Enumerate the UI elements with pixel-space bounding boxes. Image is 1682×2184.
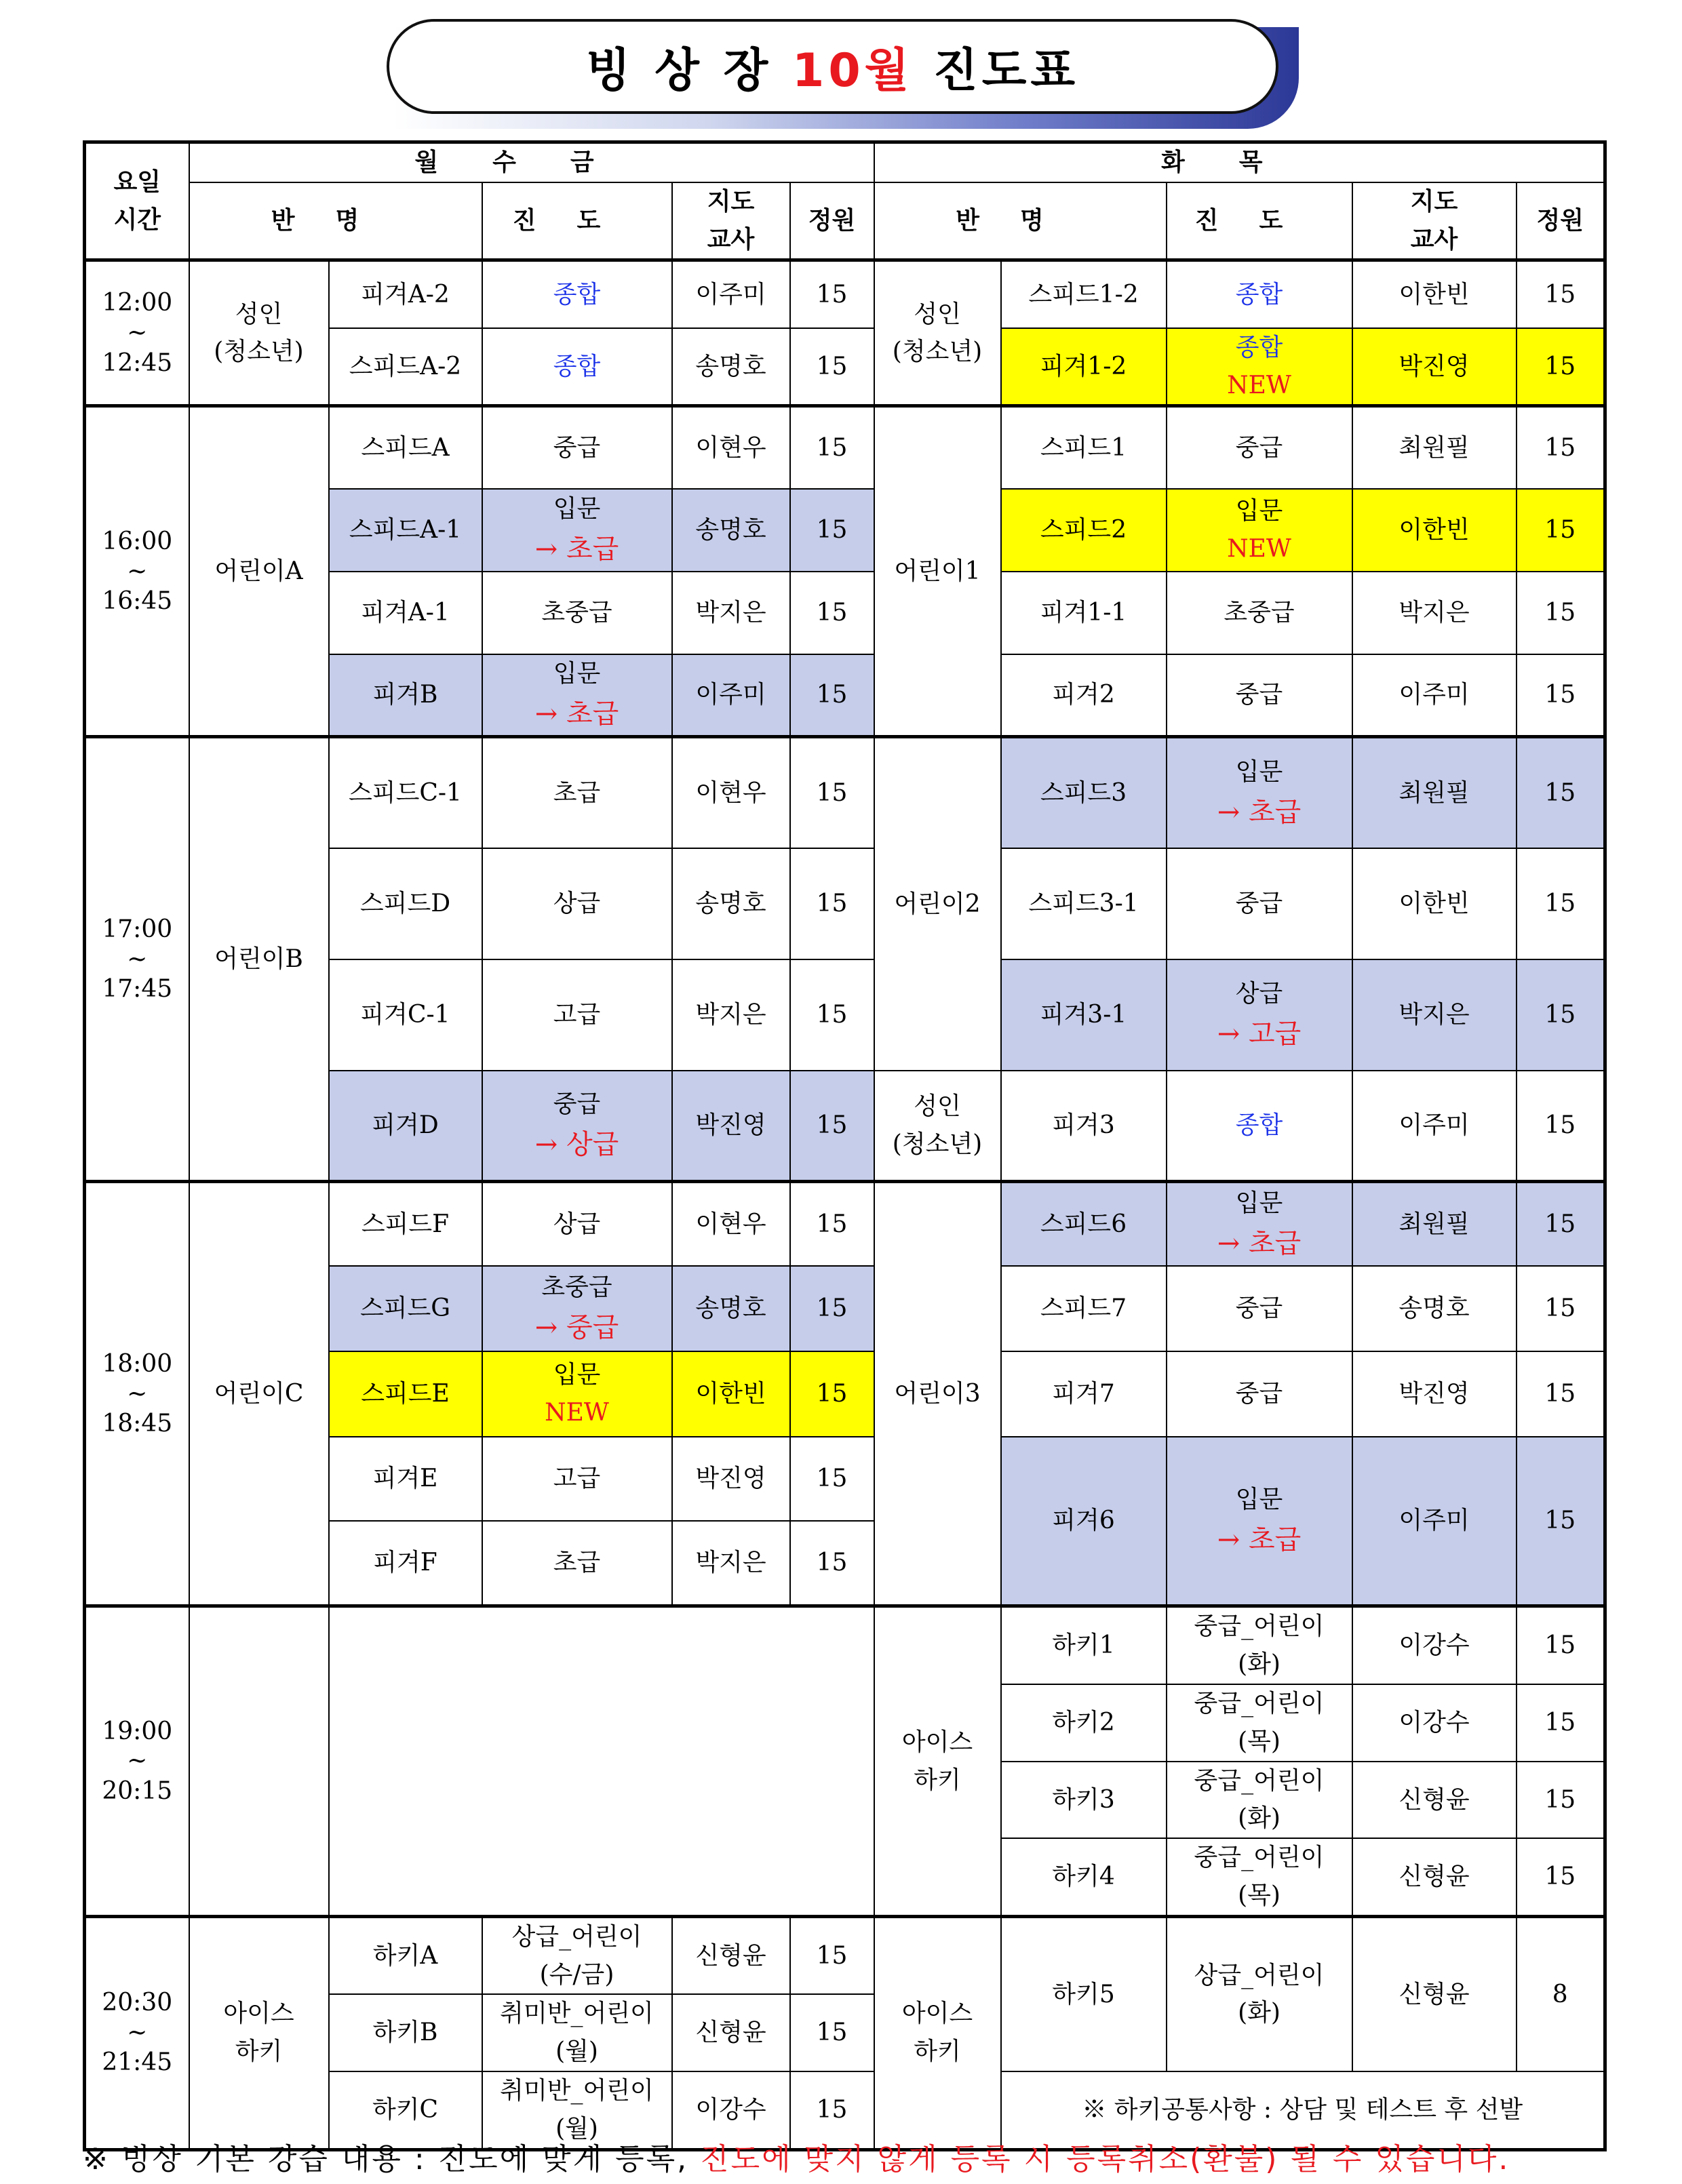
progress: 입문 NEW	[482, 1351, 672, 1437]
capacity: 15	[1517, 1182, 1605, 1266]
class-name: 피겨E	[329, 1437, 482, 1521]
progress: 입문 → 초급	[1167, 1437, 1352, 1606]
progress: 중급_어린이 (목)	[1167, 1684, 1352, 1762]
teacher: 이주미	[1352, 1071, 1517, 1182]
tt-col-capacity: 정원	[1517, 182, 1605, 260]
capacity: 15	[1517, 328, 1605, 406]
time-slot-1: 12:00 ~ 12:45	[85, 260, 189, 406]
teacher: 최원필	[1352, 737, 1517, 848]
progress: 종합	[1167, 1071, 1352, 1182]
progress: 취미반_어린이 (월)	[482, 1994, 672, 2071]
progress: 입문 → 초급	[482, 489, 672, 572]
progress: 고급	[482, 1437, 672, 1521]
time-slot-2: 16:00 ~ 16:45	[85, 406, 189, 737]
teacher: 신형윤	[672, 1916, 790, 1994]
class-name: 피겨D	[329, 1071, 482, 1182]
capacity: 15	[790, 1916, 874, 1994]
progress: 입문 → 초급	[1167, 1182, 1352, 1266]
teacher: 송명호	[672, 848, 790, 959]
teacher: 신형윤	[1352, 1838, 1517, 1916]
capacity: 15	[1517, 1838, 1605, 1916]
teacher: 이강수	[1352, 1684, 1517, 1762]
class-name: 스피드A-1	[329, 489, 482, 572]
class-name: 피겨F	[329, 1521, 482, 1606]
teacher: 박지은	[1352, 572, 1517, 654]
class-name: 스피드C-1	[329, 737, 482, 848]
class-name: 스피드3-1	[1001, 848, 1167, 959]
progress: 초중급 → 중급	[482, 1266, 672, 1351]
time-slot-5: 19:00 ~ 20:15	[85, 1606, 189, 1916]
capacity: 15	[1517, 406, 1605, 489]
progress: 초급	[482, 1521, 672, 1606]
class-name: 스피드A-2	[329, 328, 482, 406]
teacher: 이강수	[672, 2071, 790, 2149]
capacity: 15	[790, 1266, 874, 1351]
teacher: 박지은	[672, 1521, 790, 1606]
teacher: 박지은	[672, 959, 790, 1071]
mwf-col-teacher: 지도 교사	[672, 182, 790, 260]
class-name: 피겨2	[1001, 654, 1167, 737]
teacher: 이현우	[672, 406, 790, 489]
tt-col-class: 반명	[874, 182, 1167, 260]
class-name: 스피드3	[1001, 737, 1167, 848]
teacher: 신형윤	[1352, 1762, 1517, 1839]
capacity: 15	[790, 406, 874, 489]
class-name: 스피드G	[329, 1266, 482, 1351]
progress: 중급_어린이 (화)	[1167, 1606, 1352, 1684]
progress: 중급_어린이 (목)	[1167, 1838, 1352, 1916]
capacity: 15	[1517, 654, 1605, 737]
capacity: 15	[1517, 1606, 1605, 1684]
class-name: 스피드7	[1001, 1266, 1167, 1351]
progress: 종합	[482, 328, 672, 406]
mwf-col-progress: 진도	[482, 182, 672, 260]
class-name: 하키A	[329, 1916, 482, 1994]
class-name: 피겨A-1	[329, 572, 482, 654]
mwf-col-capacity: 정원	[790, 182, 874, 260]
tt-col-teacher: 지도 교사	[1352, 182, 1517, 260]
capacity: 15	[1517, 737, 1605, 848]
class-name: 스피드F	[329, 1182, 482, 1266]
teacher: 신형윤	[1352, 1916, 1517, 2071]
group-empty	[189, 1606, 329, 1916]
capacity: 15	[1517, 1684, 1605, 1762]
teacher: 이주미	[1352, 654, 1517, 737]
time-slot-6: 20:30 ~ 21:45	[85, 1916, 189, 2149]
progress: 초중급	[482, 572, 672, 654]
title-month: 10월	[792, 43, 914, 98]
class-name: 피겨3	[1001, 1071, 1167, 1182]
capacity: 15	[1517, 1437, 1605, 1606]
capacity: 15	[790, 1437, 874, 1521]
capacity: 8	[1517, 1916, 1605, 2071]
teacher: 박진영	[1352, 328, 1517, 406]
progress: 상급	[482, 1182, 672, 1266]
teacher: 박지은	[1352, 959, 1517, 1071]
class-name: 하키C	[329, 2071, 482, 2149]
teacher: 송명호	[672, 1266, 790, 1351]
teacher: 이한빈	[1352, 260, 1517, 328]
progress: 상급 → 고급	[1167, 959, 1352, 1071]
capacity: 15	[790, 328, 874, 406]
footer-note: ※ 빙상 기본 강습 내용 : 진도에 맞게 등록, 진도에 맞지 않게 등록 시 등록취소(환불) 될 수 있습니다.	[83, 2142, 1510, 2177]
progress: 중급	[1167, 1351, 1352, 1437]
capacity: 15	[1517, 1266, 1605, 1351]
capacity: 15	[790, 848, 874, 959]
class-name: 스피드D	[329, 848, 482, 959]
class-name: 하키3	[1001, 1762, 1167, 1839]
teacher: 이한빈	[1352, 489, 1517, 572]
teacher: 송명호	[672, 489, 790, 572]
group-adult: 성인 (청소년)	[874, 260, 1001, 406]
capacity: 15	[790, 260, 874, 328]
mwf-col-class: 반명	[189, 182, 482, 260]
tt-group-header: 화목	[874, 142, 1605, 182]
group-childC: 어린이C	[189, 1182, 329, 1606]
empty-block	[329, 1606, 874, 1916]
progress: 입문 NEW	[1167, 489, 1352, 572]
progress: 중급_어린이 (화)	[1167, 1762, 1352, 1839]
group-childB: 어린이B	[189, 737, 329, 1182]
teacher: 최원필	[1352, 406, 1517, 489]
group-child1: 어린이1	[874, 406, 1001, 737]
progress: 종합	[482, 260, 672, 328]
progress: 입문 → 초급	[482, 654, 672, 737]
capacity: 15	[1517, 260, 1605, 328]
new-badge: NEW	[545, 1398, 609, 1427]
page-title: 빙 상 장 10월 진도표	[585, 43, 1080, 98]
teacher: 송명호	[1352, 1266, 1517, 1351]
time-slot-4: 18:00 ~ 18:45	[85, 1182, 189, 1606]
class-name: 피겨7	[1001, 1351, 1167, 1437]
group-hockey: 아이스 하키	[874, 1606, 1001, 1916]
progress: 중급	[1167, 848, 1352, 959]
teacher: 이주미	[672, 654, 790, 737]
capacity: 15	[790, 1994, 874, 2071]
class-name: 피겨A-2	[329, 260, 482, 328]
teacher: 최원필	[1352, 1182, 1517, 1266]
capacity: 15	[790, 1182, 874, 1266]
class-name: 하키B	[329, 1994, 482, 2071]
new-badge: NEW	[1227, 371, 1291, 399]
progress: 중급	[1167, 654, 1352, 737]
class-name: 스피드A	[329, 406, 482, 489]
footer-warning: 진도에 맞지 않게 등록 시 등록취소(환불) 될 수 있습니다.	[700, 2142, 1510, 2177]
group-child2: 어린이2	[874, 737, 1001, 1071]
title-banner	[387, 19, 1278, 114]
teacher: 이한빈	[1352, 848, 1517, 959]
capacity: 15	[790, 572, 874, 654]
teacher: 이한빈	[672, 1351, 790, 1437]
progress: 초급	[482, 737, 672, 848]
capacity: 15	[790, 489, 874, 572]
teacher: 박진영	[1352, 1351, 1517, 1437]
teacher: 이주미	[1352, 1437, 1517, 1606]
new-badge: NEW	[1227, 534, 1291, 563]
group-adult: 성인 (청소년)	[189, 260, 329, 406]
progress: 입문 → 초급	[1167, 737, 1352, 848]
group-adult: 성인 (청소년)	[874, 1071, 1001, 1182]
progress: 상급_어린이 (화)	[1167, 1916, 1352, 2071]
capacity: 15	[790, 2071, 874, 2149]
teacher: 이강수	[1352, 1606, 1517, 1684]
progress: 중급	[482, 406, 672, 489]
progress: 중급	[1167, 1266, 1352, 1351]
class-name: 하키1	[1001, 1606, 1167, 1684]
capacity: 15	[790, 1521, 874, 1606]
capacity: 15	[1517, 489, 1605, 572]
teacher: 송명호	[672, 328, 790, 406]
capacity: 15	[790, 959, 874, 1071]
class-name: 피겨C-1	[329, 959, 482, 1071]
class-name: 피겨1-2	[1001, 328, 1167, 406]
class-name: 하키2	[1001, 1684, 1167, 1762]
group-childA: 어린이A	[189, 406, 329, 737]
capacity: 15	[1517, 1351, 1605, 1437]
class-name: 피겨6	[1001, 1437, 1167, 1606]
progress: 종합	[1167, 260, 1352, 328]
teacher: 신형윤	[672, 1994, 790, 2071]
tt-col-progress: 진도	[1167, 182, 1352, 260]
capacity: 15	[1517, 572, 1605, 654]
class-name: 스피드2	[1001, 489, 1167, 572]
progress: 초중급	[1167, 572, 1352, 654]
capacity: 15	[1517, 848, 1605, 959]
time-slot-3: 17:00 ~ 17:45	[85, 737, 189, 1182]
class-name: 하키4	[1001, 1838, 1167, 1916]
capacity: 15	[790, 1071, 874, 1182]
progress: 취미반_어린이 (월)	[482, 2071, 672, 2149]
teacher: 박진영	[672, 1071, 790, 1182]
group-hockey: 아이스 하키	[189, 1916, 329, 2149]
schedule-table	[83, 140, 1607, 2151]
capacity: 15	[1517, 1071, 1605, 1182]
progress: 종합 NEW	[1167, 328, 1352, 406]
progress: 상급	[482, 848, 672, 959]
teacher: 이주미	[672, 260, 790, 328]
class-name: 스피드E	[329, 1351, 482, 1437]
progress: 중급 → 상급	[482, 1071, 672, 1182]
hockey-note: ※ 하키공통사항 : 상담 및 테스트 후 선발	[1001, 2071, 1605, 2149]
teacher: 박지은	[672, 572, 790, 654]
progress: 고급	[482, 959, 672, 1071]
capacity: 15	[1517, 959, 1605, 1071]
group-child3: 어린이3	[874, 1182, 1001, 1606]
class-name: 하키5	[1001, 1916, 1167, 2071]
class-name: 피겨1-1	[1001, 572, 1167, 654]
class-name: 피겨3-1	[1001, 959, 1167, 1071]
group-hockey: 아이스 하키	[874, 1916, 1001, 2149]
capacity: 15	[1517, 1762, 1605, 1839]
teacher: 이현우	[672, 1182, 790, 1266]
progress: 상급_어린이 (수/금)	[482, 1916, 672, 1994]
capacity: 15	[790, 1351, 874, 1437]
capacity: 15	[790, 737, 874, 848]
day-time-header: 요일 시간	[85, 142, 189, 260]
mwf-group-header: 월수금	[189, 142, 874, 182]
class-name: 스피드1-2	[1001, 260, 1167, 328]
progress: 중급	[1167, 406, 1352, 489]
class-name: 스피드6	[1001, 1182, 1167, 1266]
class-name: 스피드1	[1001, 406, 1167, 489]
capacity: 15	[790, 654, 874, 737]
teacher: 이현우	[672, 737, 790, 848]
teacher: 박진영	[672, 1437, 790, 1521]
class-name: 피겨B	[329, 654, 482, 737]
